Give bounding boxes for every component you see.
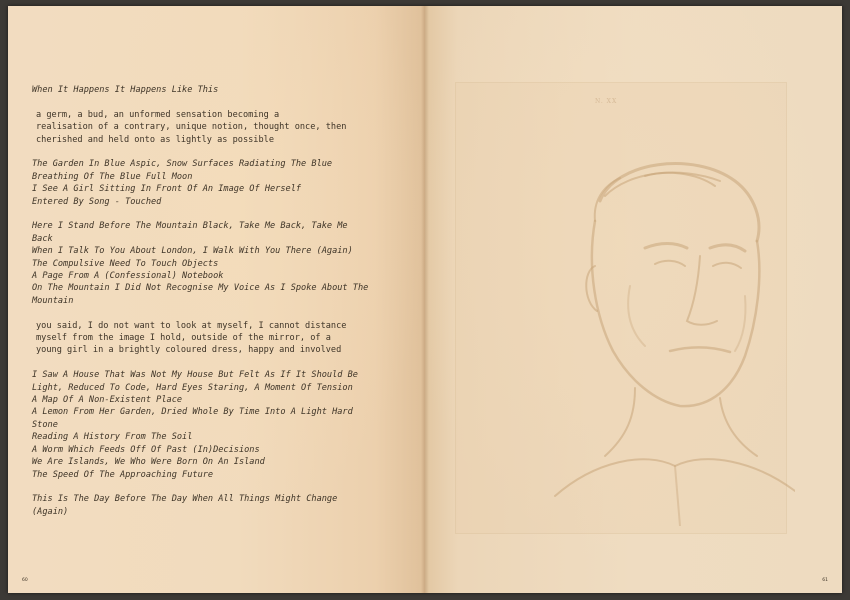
plate-mark: N. XX (595, 98, 618, 105)
line-item: When I Talk To You About London, I Walk With You There (Again) (32, 246, 353, 257)
line-item: Entered By Song - Touched (32, 196, 162, 207)
page-number-left: 60 (22, 578, 28, 583)
line-item: Breathing Of The Blue Full Moon (32, 171, 193, 182)
poem-title: When It Happens It Happens Like This (32, 85, 219, 95)
prose-passage-2: you said, I do not want to look at myself, I cannot distance myself from the image I hold, outside of the mirror, of a young girl in a brightly coloured dress, happy and involved (36, 320, 347, 356)
line-item: A Worm Which Feeds Off Of Past (In)Decisions (32, 444, 260, 455)
portrait-image (495, 126, 795, 526)
right-page (425, 6, 842, 593)
page-number-right: 61 (822, 578, 828, 583)
line-item: I Saw A House That Was Not My House But Felt As If It Should Be Light, Reduced To Code, Hard Eyes Staring, A Moment Of Tension (32, 370, 358, 393)
left-page (8, 6, 425, 593)
line-item: A Page From A (Confessional) Notebook (32, 271, 224, 282)
closing-line: This Is The Day Before The Day When All Things Might Change (Again) (32, 494, 338, 517)
title-group-1 (32, 158, 384, 208)
line-item: We Are Islands, We Who Were Born On An Island (32, 457, 265, 468)
line-item: The Compulsive Need To Touch Objects (32, 258, 219, 269)
line-item: Here I Stand Before The Mountain Black, Take Me Back, Take Me Back (32, 221, 348, 244)
line-item: The Garden In Blue Aspic, Snow Surfaces Radiating The Blue (32, 159, 333, 170)
line-item: A Map Of A Non-Existent Place (32, 395, 183, 406)
line-item: Reading A History From The Soil (32, 432, 193, 443)
prose-passage-1: a germ, a bud, an unformed sensation becoming a realisation of a contrary, unique notion, thought once, then cherished and held onto as lightly as possible (36, 109, 347, 145)
book-spread (8, 6, 842, 593)
title-group-2 (32, 220, 384, 307)
line-item: I See A Girl Sitting In Front Of An Image Of Herself (32, 184, 302, 195)
line-item: A Lemon From Her Garden, Dried Whole By Time Into A Light Hard Stone (32, 407, 353, 430)
poem-text-block (32, 84, 384, 518)
title-group-3 (32, 369, 384, 481)
line-item: On The Mountain I Did Not Recognise My Voice As I Spoke About The Mountain (32, 283, 369, 306)
line-item: The Speed Of The Approaching Future (32, 469, 214, 480)
